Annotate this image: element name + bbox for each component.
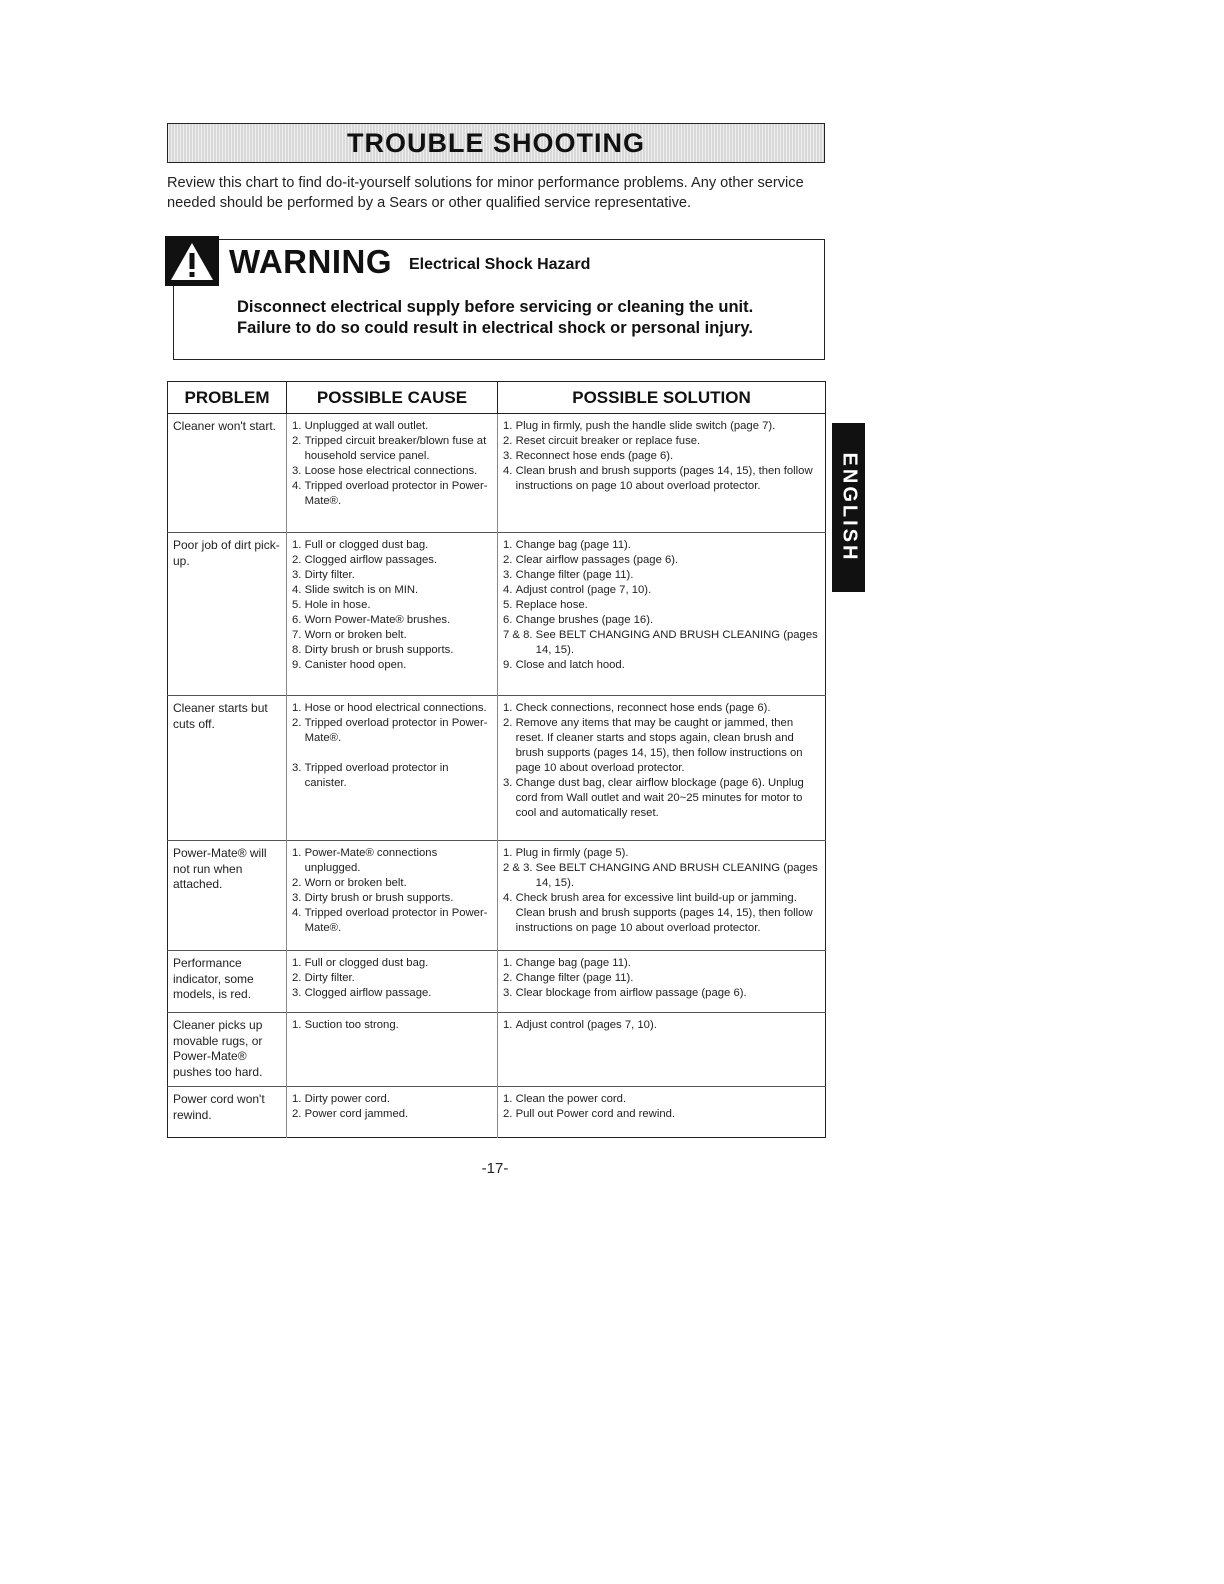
cause-cell: [287, 533, 498, 696]
item-text: Canister hood open.: [304, 659, 407, 671]
item-text: Clear blockage from airflow passage (page 6).: [515, 987, 747, 999]
warning-text: [237, 297, 753, 339]
cause-item: [292, 761, 493, 791]
solution-item: [503, 701, 821, 716]
item-number: 1.: [292, 1093, 302, 1105]
item-number: 2.: [503, 1108, 513, 1120]
item-text: Clogged airflow passages.: [304, 554, 438, 566]
cause-item: [292, 583, 493, 598]
item-text: Pull out Power cord and rewind.: [515, 1108, 676, 1120]
cause-item: [292, 1018, 493, 1033]
item-text: Change brushes (page 16).: [515, 614, 654, 626]
item-text: Dirty filter.: [304, 972, 355, 984]
item-text: Check connections, reconnect hose ends (page 6).: [515, 702, 771, 714]
item-text: Dirty filter.: [304, 569, 355, 581]
cause-item: [292, 846, 493, 876]
item-text: Tripped overload protector in Power-Mate®.: [304, 480, 488, 507]
cause-item: [292, 1107, 493, 1122]
solution-cell: [498, 696, 826, 841]
solution-item: [503, 568, 821, 583]
item-text: Change filter (page 11).: [515, 569, 634, 581]
item-number: 3.: [503, 569, 513, 581]
item-text: Change filter (page 11).: [515, 972, 634, 984]
cause-item: [292, 971, 493, 986]
solution-item: [503, 971, 821, 986]
solution-item: [503, 846, 821, 861]
item-text: Hole in hose.: [304, 599, 371, 611]
item-text: Clean brush and brush supports (pages 14, 15), then follow instructions on page 10 about overload protector.: [515, 465, 813, 492]
item-text: Adjust control (page 7, 10).: [515, 584, 652, 596]
item-number: 1.: [292, 1019, 302, 1031]
solution-cell: [498, 1087, 826, 1138]
solution-item: [503, 891, 821, 936]
item-text: Change bag (page 11).: [515, 957, 631, 969]
header-solution: POSSIBLE SOLUTION: [498, 382, 826, 414]
table-row: [168, 951, 826, 1013]
cause-item: [292, 479, 493, 509]
solution-item: [503, 1092, 821, 1107]
item-text: Tripped overload protector in Power-Mate®.: [304, 907, 488, 934]
item-number: 3.: [292, 892, 302, 904]
solution-item: [503, 956, 821, 971]
solution-item: [503, 1107, 821, 1122]
solution-item: [503, 419, 821, 434]
cause-item: [292, 876, 493, 891]
item-text: Worn Power-Mate® brushes.: [304, 614, 451, 626]
cause-cell: [287, 414, 498, 533]
language-tab: [832, 423, 865, 592]
header-problem: PROBLEM: [168, 382, 287, 414]
table-row: [168, 1013, 826, 1087]
cause-item: [292, 701, 493, 716]
item-number: 3.: [503, 450, 513, 462]
item-number: 1.: [292, 957, 302, 969]
solution-item: [503, 583, 821, 598]
item-number: 2.: [503, 435, 513, 447]
problem-cell: Poor job of dirt pick-up.: [168, 533, 287, 696]
cause-item: [292, 1092, 493, 1107]
solution-cell: [498, 841, 826, 951]
item-number: 5.: [292, 599, 302, 611]
solution-cell: [498, 1013, 826, 1087]
table-row: [168, 1087, 826, 1138]
cause-item: [292, 891, 493, 906]
item-number: 2.: [292, 717, 302, 729]
problem-cell: Power cord won't rewind.: [168, 1087, 287, 1138]
cause-item: [292, 434, 493, 464]
item-number: 3.: [292, 569, 302, 581]
item-number: 2.: [292, 554, 302, 566]
item-number: 4.: [292, 584, 302, 596]
solution-cell: [498, 951, 826, 1013]
header-cause: POSSIBLE CAUSE: [287, 382, 498, 414]
item-number: 2.: [503, 972, 513, 984]
item-number: 5.: [503, 599, 513, 611]
item-text: Reconnect hose ends (page 6).: [515, 450, 674, 462]
item-number: 6.: [503, 614, 513, 626]
table-row: [168, 414, 826, 533]
item-text: Change bag (page 11).: [515, 539, 631, 551]
solution-item: [503, 658, 821, 673]
item-number: 1.: [292, 539, 302, 551]
item-number: 2.: [292, 877, 302, 889]
item-text: Full or clogged dust bag.: [304, 539, 429, 551]
item-text: Tripped circuit breaker/blown fuse at household service panel.: [304, 435, 487, 462]
solution-item: [503, 1018, 821, 1033]
solution-item: [503, 986, 821, 1001]
cause-item: [292, 613, 493, 628]
problem-cell: Cleaner starts but cuts off.: [168, 696, 287, 841]
item-number: 4.: [292, 907, 302, 919]
item-text: Plug in firmly, push the handle slide switch (page 7).: [515, 420, 776, 432]
cause-item: [292, 464, 493, 479]
solution-item: [503, 449, 821, 464]
item-number: 1.: [292, 420, 302, 432]
solution-item: [503, 553, 821, 568]
item-text: Close and latch hood.: [515, 659, 625, 671]
item-number: 4.: [503, 892, 513, 904]
item-text: Slide switch is on MIN.: [304, 584, 419, 596]
solution-item: [503, 538, 821, 553]
cause-cell: [287, 696, 498, 841]
item-number: 4.: [292, 480, 302, 492]
item-text: Change dust bag, clear airflow blockage (page 6). Unplug cord from Wall outlet and wait 20~25 minutes for motor to cool and automatically reset.: [515, 777, 804, 819]
cause-cell: [287, 1013, 498, 1087]
warning-line-2: Failure to do so could result in electrical shock or personal injury.: [237, 319, 753, 337]
item-number: 1.: [503, 420, 513, 432]
item-number: 7.: [292, 629, 302, 641]
warning-line-1: Disconnect electrical supply before servicing or cleaning the unit.: [237, 298, 754, 316]
solution-item: [503, 776, 821, 821]
item-text: Loose hose electrical connections.: [304, 465, 478, 477]
item-text: Dirty brush or brush supports.: [304, 892, 454, 904]
item-text: Worn or broken belt.: [304, 629, 407, 641]
warning-triangle-icon: [165, 236, 219, 286]
cause-item: [292, 643, 493, 658]
item-text: Full or clogged dust bag.: [304, 957, 429, 969]
item-number: 1.: [503, 1093, 513, 1105]
item-number: 4.: [503, 584, 513, 596]
item-number: 3.: [292, 465, 302, 477]
item-number: 1.: [292, 702, 302, 714]
table-row: [168, 533, 826, 696]
item-text: Unplugged at wall outlet.: [304, 420, 429, 432]
item-text: Tripped overload protector in Power-Mate®.: [304, 717, 488, 744]
cause-item: [292, 986, 493, 1001]
item-text: Dirty brush or brush supports.: [304, 644, 454, 656]
item-number: 6.: [292, 614, 302, 626]
item-number: 3.: [503, 777, 513, 789]
page-number: -17-: [481, 1160, 509, 1177]
cause-item: [292, 628, 493, 643]
item-text: Plug in firmly (page 5).: [515, 847, 629, 859]
item-number: 9.: [292, 659, 302, 671]
solution-item: [503, 628, 821, 658]
item-number: 1.: [503, 957, 513, 969]
cause-item: [292, 716, 493, 746]
troubleshooting-table: [167, 381, 826, 1138]
cause-item: [292, 419, 493, 434]
cause-item: [292, 553, 493, 568]
item-text: Power cord jammed.: [304, 1108, 409, 1120]
page-title: TROUBLE SHOOTING: [347, 127, 645, 158]
item-text: See BELT CHANGING AND BRUSH CLEANING (pages 14, 15).: [535, 862, 818, 889]
item-text: Replace hose.: [515, 599, 588, 611]
table-body: [168, 414, 826, 1138]
item-number: 2.: [292, 972, 302, 984]
cause-item: [292, 538, 493, 553]
cause-item: [292, 568, 493, 583]
item-text: Check brush area for excessive lint build-up or jamming. Clean brush and brush supports (pages 14, 15), then follow instructions on page 10 about overload protector.: [515, 892, 813, 934]
item-text: Worn or broken belt.: [304, 877, 407, 889]
item-number: 2.: [292, 435, 302, 447]
item-number: 1.: [503, 847, 513, 859]
cause-item: [292, 906, 493, 936]
item-text: Reset circuit breaker or replace fuse.: [515, 435, 701, 447]
warning-hazard: Electrical Shock Hazard: [409, 256, 591, 273]
intro-paragraph: Review this chart to find do-it-yourself solutions for minor performance problems. Any other service needed should be performed by a Sears or other qualified service representative.: [167, 175, 804, 211]
cause-cell: [287, 841, 498, 951]
problem-cell: Power-Mate® will not run when attached.: [168, 841, 287, 951]
item-number: 9.: [503, 659, 513, 671]
item-number: 2.: [503, 717, 513, 729]
problem-cell: Cleaner picks up movable rugs, or Power-Mate® pushes too hard.: [168, 1013, 287, 1087]
cause-cell: [287, 951, 498, 1013]
item-number: 3.: [292, 987, 302, 999]
solution-item: [503, 613, 821, 628]
problem-cell: Performance indicator, some models, is red.: [168, 951, 287, 1013]
solution-cell: [498, 414, 826, 533]
solution-item: [503, 464, 821, 494]
problem-cell: Cleaner won't start.: [168, 414, 287, 533]
cause-item: [292, 956, 493, 971]
item-text: Remove any items that may be caught or jammed, then reset. If cleaner starts and stops again, clean brush and brush supports (pages 14, 15), then follow instructions on page 10 about overload protector.: [515, 717, 803, 774]
item-text: Clear airflow passages (page 6).: [515, 554, 679, 566]
item-number: 1.: [292, 847, 302, 859]
cause-item: [292, 658, 493, 673]
item-text: Clogged airflow passage.: [304, 987, 432, 999]
item-number: 2 & 3.: [503, 862, 533, 874]
solution-item: [503, 716, 821, 776]
cause-cell: [287, 1087, 498, 1138]
solution-item: [503, 598, 821, 613]
item-number: 1.: [503, 1019, 513, 1031]
item-text: Suction too strong.: [304, 1019, 399, 1031]
table-row: [168, 841, 826, 951]
cause-item: [292, 598, 493, 613]
item-number: 3.: [503, 987, 513, 999]
item-text: Adjust control (pages 7, 10).: [515, 1019, 657, 1031]
title-banner: [167, 123, 825, 163]
item-text: Power-Mate® connections unplugged.: [304, 847, 438, 874]
item-number: 2.: [503, 554, 513, 566]
item-text: Hose or hood electrical connections.: [304, 702, 487, 714]
item-number: 1.: [503, 539, 513, 551]
item-number: 2.: [292, 1108, 302, 1120]
table-row: [168, 696, 826, 841]
item-number: 7 & 8.: [503, 629, 533, 641]
solution-cell: [498, 533, 826, 696]
item-text: See BELT CHANGING AND BRUSH CLEANING (pages 14, 15).: [535, 629, 818, 656]
item-text: Tripped overload protector in canister.: [304, 762, 449, 789]
solution-item: [503, 434, 821, 449]
item-text: Dirty power cord.: [304, 1093, 390, 1105]
item-text: Clean the power cord.: [515, 1093, 627, 1105]
item-number: 1.: [503, 702, 513, 714]
warning-heading: WARNING: [229, 243, 392, 280]
solution-item: [503, 861, 821, 891]
item-number: 8.: [292, 644, 302, 656]
language-tab-label: ENGLISH: [838, 452, 860, 563]
item-number: 3.: [292, 762, 302, 774]
item-number: 4.: [503, 465, 513, 477]
